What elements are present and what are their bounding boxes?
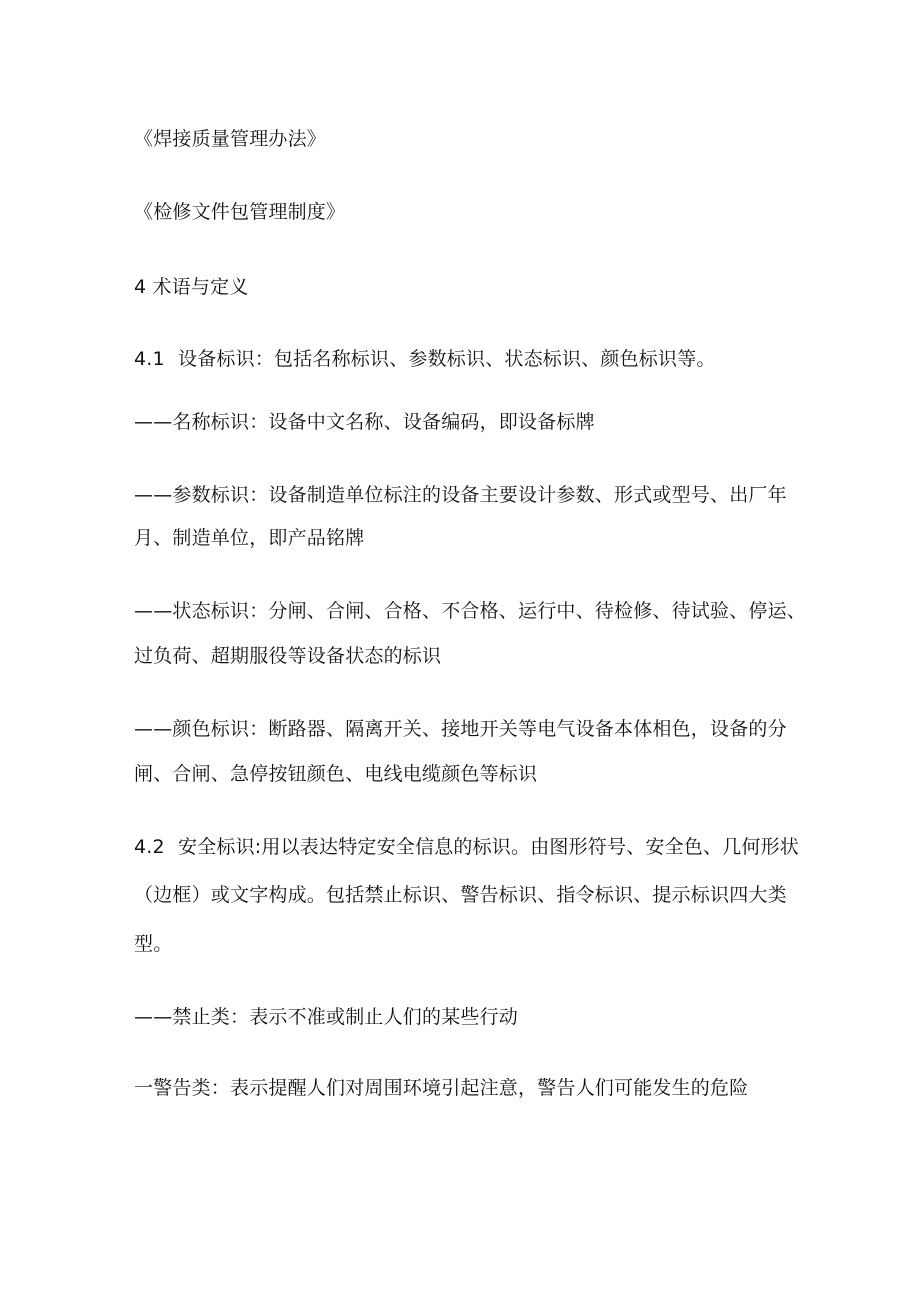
color-identification-line-2: 闸、合闸、急停按钮颜色、电线电缆颜色等标识 <box>134 763 538 785</box>
color-identification-line-1: ——颜色标识：断路器、隔离开关、接地开关等电气设备本体相色，设备的分 <box>134 718 787 740</box>
warning-category: 一警告类：表示提醒人们对周围环境引起注意，警告人们可能发生的危险 <box>134 1077 749 1099</box>
reference-maintenance-package: 《检修文件包管理制度》 <box>134 201 346 223</box>
term-4-2-text-1: 安全标识:用以表达特定安全信息的标识。由图形符号、安全色、几何形状 <box>178 836 800 858</box>
status-identification-line-2: 过负荷、超期服役等设备状态的标识 <box>134 645 442 667</box>
term-4-2-line-1 <box>134 836 880 858</box>
term-number-4-1: 4.1 <box>134 348 165 370</box>
prohibition-category: ——禁止类：表示不准或制止人们的某些行动 <box>134 1006 519 1028</box>
status-identification-line-1: ——状态标识：分闸、合闸、合格、不合格、运行中、待检修、待试验、停运、 <box>134 600 807 622</box>
reference-welding-quality: 《焊接质量管理办法》 <box>134 128 327 150</box>
term-4-1-line-1 <box>134 348 880 370</box>
term-4-2-line-3: 型。 <box>134 933 173 955</box>
name-identification: ——名称标识：设备中文名称、设备编码，即设备标牌 <box>134 411 595 433</box>
parameter-identification-line-1: ——参数标识：设备制造单位标注的设备主要设计参数、形式或型号、出厂年 <box>134 484 787 506</box>
term-4-1-text: 设备标识：包括名称标识、参数标识、状态标识、颜色标识等。 <box>178 348 716 370</box>
section-heading: 4 术语与定义 <box>134 276 249 298</box>
parameter-identification-line-2: 月、制造单位，即产品铭牌 <box>134 527 365 549</box>
term-number-4-2: 4.2 <box>134 836 165 858</box>
term-4-2-line-2: （边框）或文字构成。包括禁止标识、警告标识、指令标识、提示标识四大类 <box>134 884 787 906</box>
